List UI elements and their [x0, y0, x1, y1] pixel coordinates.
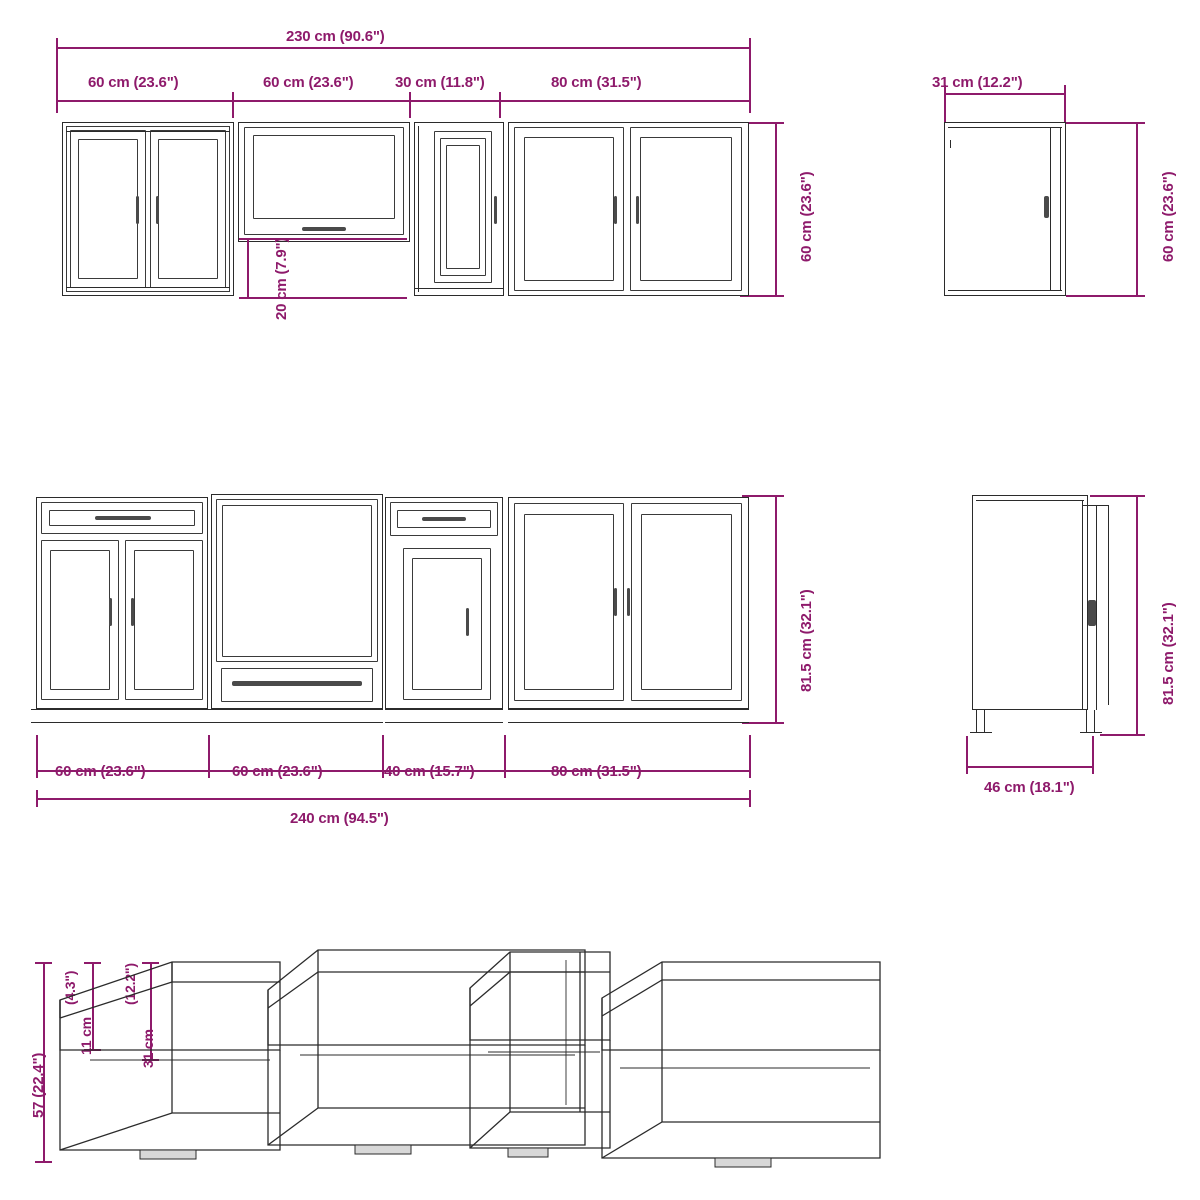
ext-line	[944, 93, 946, 123]
dim-seg-60a: 60 cm (23.6")	[88, 74, 179, 91]
dim-line-h60	[775, 122, 777, 296]
leg	[1086, 710, 1087, 732]
ext-line	[247, 238, 407, 240]
dim-height-31-inch: (12.2")	[122, 963, 138, 1005]
door-inner-panel	[640, 137, 732, 281]
plinth-bottom	[508, 722, 749, 723]
dim-height-815-side: 81.5 cm (32.1")	[1160, 602, 1177, 705]
dim-line-d31	[944, 93, 1066, 95]
ext-line	[1092, 736, 1094, 766]
dim-seg-60b: 60 cm (23.6")	[263, 74, 354, 91]
dim-total-width-230: 230 cm (90.6")	[286, 28, 385, 45]
door-handle[interactable]	[156, 196, 159, 224]
side-door-edge	[1096, 505, 1097, 710]
base-cabinet-side-view	[972, 495, 1088, 710]
leg	[984, 710, 985, 732]
side-top-line	[976, 500, 1084, 501]
cabinet-rail	[66, 131, 230, 132]
cabinet-edge	[418, 126, 419, 292]
side-worktop	[1082, 505, 1108, 506]
ext-line	[36, 735, 38, 771]
leg	[1094, 710, 1095, 732]
dim-height-815: 81.5 cm (32.1")	[798, 589, 815, 692]
dim-tick	[36, 790, 38, 807]
door-inner-panel	[158, 139, 218, 279]
ext-line	[1090, 495, 1140, 497]
dim-depth-46: 46 cm (18.1")	[984, 779, 1075, 796]
drawer-handle[interactable]	[95, 516, 151, 520]
door-inner-panel	[524, 137, 614, 281]
door-inner-panel	[78, 139, 138, 279]
dim-line-230	[56, 47, 750, 49]
ext-line	[1066, 295, 1140, 297]
dim-base-seg-60b: 60 cm (23.6")	[232, 763, 323, 780]
ext-line	[966, 736, 968, 766]
dim-line-240	[36, 798, 749, 800]
side-top-line	[948, 127, 1062, 128]
door-handle[interactable]	[636, 196, 639, 224]
dim-height-11-inch: (4.3")	[62, 970, 78, 1005]
dim-base-seg-80: 80 cm (31.5")	[551, 763, 642, 780]
dim-line-h815b	[1136, 495, 1138, 735]
leg	[976, 710, 977, 732]
door-handle[interactable]	[494, 196, 497, 224]
dim-tick	[56, 92, 58, 108]
dim-height-31: 31 cm	[140, 1029, 156, 1068]
door-handle[interactable]	[136, 196, 139, 224]
plinth-line	[508, 709, 749, 710]
drawer-boxes-perspective	[0, 900, 1200, 1200]
dim-height-57: 57 (22.4")	[30, 1052, 47, 1118]
ext-line	[499, 100, 501, 118]
dim-seg-30: 30 cm (11.8")	[395, 74, 485, 91]
dim-line-h815	[775, 495, 777, 723]
dim-base-seg-60a: 60 cm (23.6")	[55, 763, 146, 780]
side-handle	[1088, 600, 1096, 626]
dim-base-seg-40: 40 cm (15.7")	[384, 763, 475, 780]
leg-foot	[1080, 732, 1102, 733]
door-handle[interactable]	[614, 196, 617, 224]
dim-height-60-side: 60 cm (23.6")	[1160, 171, 1177, 262]
door-inner-panel	[641, 514, 732, 690]
drawer-handle[interactable]	[422, 517, 466, 521]
plinth-line	[31, 709, 213, 710]
ext-line	[1066, 122, 1140, 124]
cabinet-rail	[414, 288, 504, 289]
glass-pane	[446, 145, 480, 269]
ext-line	[1100, 734, 1140, 736]
door-handle[interactable]	[131, 598, 134, 626]
side-handle	[1044, 196, 1049, 218]
dim-height-11: 11 cm	[78, 1017, 94, 1055]
door-inner-panel	[524, 514, 614, 690]
plinth-bottom	[211, 722, 383, 723]
side-front-edge	[1050, 127, 1051, 290]
dim-tick	[749, 92, 751, 108]
appliance-window	[222, 505, 372, 657]
ext-line	[504, 735, 506, 771]
ext-line	[1064, 93, 1066, 123]
hanger-mark	[950, 140, 951, 148]
side-front-edge	[1082, 500, 1083, 710]
dim-total-width-240: 240 cm (94.5")	[290, 810, 389, 827]
dim-line-h20	[247, 238, 249, 298]
door-inner-panel	[50, 550, 110, 690]
lift-door-handle[interactable]	[302, 227, 346, 231]
dim-line-h60b	[1136, 122, 1138, 296]
side-door-outer	[1108, 505, 1109, 705]
dim-line-d46	[966, 766, 1094, 768]
dim-height-20: 20 cm (7.9")	[273, 237, 290, 320]
ext-line	[247, 297, 407, 299]
plinth-bottom	[31, 722, 213, 723]
ext-line	[232, 100, 234, 118]
plinth-bottom	[385, 722, 503, 723]
dim-seg-80: 80 cm (31.5")	[551, 74, 642, 91]
door-handle[interactable]	[109, 598, 112, 626]
door-handle[interactable]	[627, 588, 630, 616]
appliance-handle[interactable]	[232, 681, 362, 686]
cabinet-rail	[66, 287, 230, 288]
dim-depth-31: 31 cm (12.2")	[932, 74, 1023, 91]
side-door-edge	[1060, 127, 1061, 290]
plinth-line	[211, 709, 383, 710]
ext-line	[208, 735, 210, 771]
dim-height-60: 60 cm (23.6")	[798, 171, 815, 262]
plinth-line	[385, 709, 503, 710]
dim-line-segments-top	[56, 100, 750, 102]
door-inner-panel	[134, 550, 194, 690]
dim-tick	[749, 790, 751, 807]
door-inner-panel	[412, 558, 482, 690]
door-handle[interactable]	[614, 588, 617, 616]
side-bottom-line	[948, 290, 1062, 291]
ext-line	[409, 100, 411, 118]
lift-door-inner-panel	[253, 135, 395, 219]
leg-foot	[970, 732, 992, 733]
door-handle[interactable]	[466, 608, 469, 636]
ext-line	[749, 735, 751, 771]
